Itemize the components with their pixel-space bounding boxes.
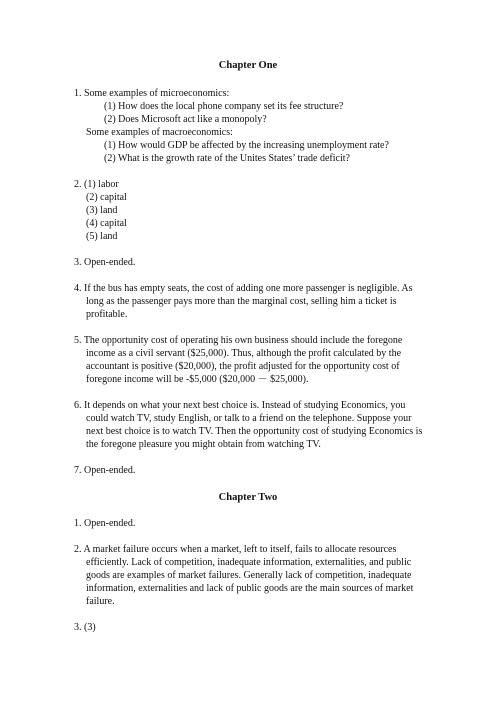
answer-2-line-2: (2) capital [86, 192, 127, 203]
answer-5-line-3: accountant is positive ($20,000), the profit adjusted for the opportunity cost of [86, 361, 400, 372]
answer-2-line-1: 2. (1) labor [74, 179, 119, 190]
answer-4-line-3: profitable. [86, 309, 128, 320]
answer-1-micro-intro: 1. Some examples of microeconomics: [74, 88, 230, 99]
answer-4-line-1: 4. If the bus has empty seats, the cost of adding one more passenger is negligible. As [74, 283, 413, 294]
answer-4-line-2: long as the passenger pays more than the marginal cost, selling him a ticket is [86, 296, 397, 307]
answer-6-line-3: next best choice is to watch TV. Then the opportunity cost of studying Economics is [86, 426, 423, 437]
answer-1-macro-example-1: (1) How would GDP be affected by the increasing unemployment rate? [104, 140, 389, 151]
answer-6-line-4: the foregone pleasure you might obtain from watching TV. [86, 439, 321, 450]
ch2-answer-1: 1. Open-ended. [74, 518, 136, 529]
answer-2-line-5: (5) land [86, 231, 118, 242]
answer-2-line-3: (3) land [86, 205, 118, 216]
answer-1-macro-example-2: (2) What is the growth rate of the Unites States’ trade deficit? [104, 153, 350, 164]
ch2-answer-2-line-1: 2. A market failure occurs when a market, left to itself, fails to allocate resources [74, 544, 397, 555]
answer-3: 3. Open-ended. [74, 257, 136, 268]
answer-1-micro-example-1: (1) How does the local phone company set its fee structure? [104, 101, 344, 112]
answer-1-macro-intro: Some examples of macroeconomics: [86, 127, 233, 138]
answer-5-line-2: income as a civil servant ($25,000). Thus, although the profit calculated by the [86, 348, 402, 359]
answer-2-line-4: (4) capital [86, 218, 127, 229]
answer-1-micro-example-2: (2) Does Microsoft act like a monopoly? [104, 114, 267, 125]
ch2-answer-2-line-5: failure. [86, 596, 115, 607]
answer-5-line-4: foregone income will be -$5,000 ($20,000 － $25,000). [86, 374, 309, 385]
ch2-answer-2-line-3: goods are examples of market failures. Generally lack of competition, inadequate [86, 570, 412, 581]
chapter-two-title: Chapter Two [218, 492, 278, 503]
answer-6-line-2: could watch TV, study English, or talk to a friend on the telephone. Suppose your [86, 413, 412, 424]
answer-7: 7. Open-ended. [74, 465, 136, 476]
ch2-answer-3: 3. (3) [74, 622, 96, 633]
ch2-answer-2-line-4: information, externalities and lack of public goods are the main sources of market [86, 583, 414, 594]
answer-5-line-1: 5. The opportunity cost of operating his own business should include the foregone [74, 335, 403, 346]
chapter-one-title: Chapter One [218, 60, 278, 71]
ch2-answer-2-line-2: efficiently. Lack of competition, inadequate information, externalities, and public [86, 557, 412, 568]
answer-6-line-1: 6. It depends on what your next best choice is. Instead of studying Economics, you [74, 400, 406, 411]
